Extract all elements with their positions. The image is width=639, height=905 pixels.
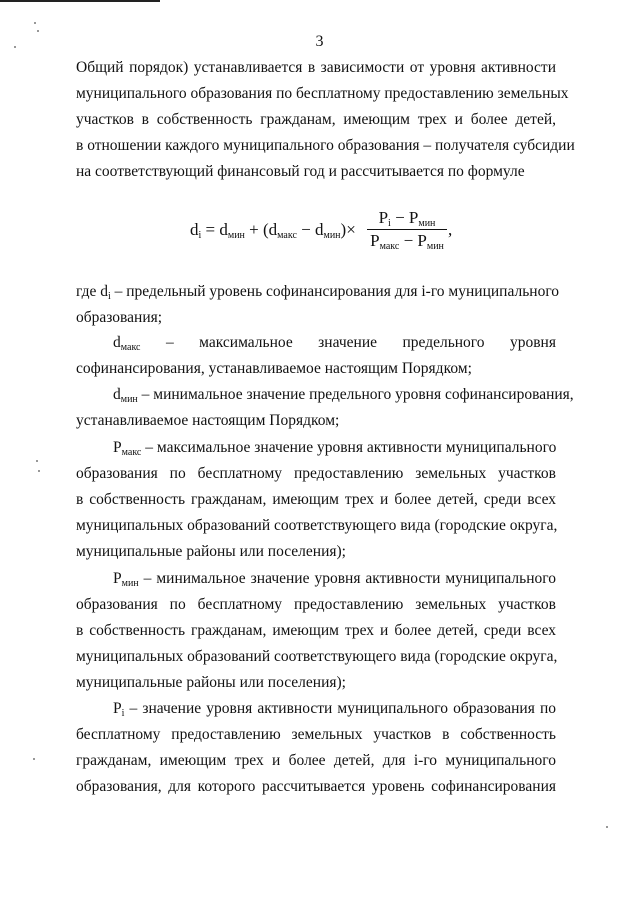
top-rule [0,0,160,2]
intro-line: участков в собственность гражданам, имеющим трех и более детей, [76,111,556,128]
definition-line: образования, для которого рассчитывается уровень софинансирования [76,778,556,795]
definition-line: $P_{мин}$ – минимальное значение уровня активности муниципального [113,570,556,589]
definition-line: бесплатному предоставлению земельных участков в собственность [76,726,556,743]
intro-line: на соответствующий финансовый год и рассчитывается по формуле [76,163,525,180]
scan-speck [36,460,38,462]
definition-line: $P_i$ – значение уровня активности муниципального образования по [113,700,556,719]
definition-line: где $d_i$ – предельный уровень софинансирования для i-го муниципального [76,283,560,302]
definition-line: муниципальных образований соответствующего вида (городские округа, [76,517,558,534]
intro-line: в отношении каждого муниципального образования – получателя субсидии [76,137,575,154]
scan-speck [34,22,36,24]
definition-line: в собственность гражданам, имеющим трех и более детей, среди всех [76,491,556,508]
definition-line: образования по бесплатному предоставлению земельных участков [76,465,556,482]
definition-line: образования по бесплатному предоставлению земельных участков [76,596,556,613]
definition-line: $d_{мин}$ – минимальное значение предельного уровня софинансирования, [113,386,574,405]
fraction-numerator: $P_i - P_{мин}$ [378,208,436,229]
definition-line: гражданам, имеющим трех и более детей, для i-го муниципального [76,752,556,769]
scan-speck [37,30,39,32]
definition-line: образования; [76,309,163,326]
fraction-denominator: $P_{макс} - P_{мин}$ [370,231,444,253]
definition-line: $P_{макс}$ – максимальное значение уровня активности муниципального [113,439,557,458]
formula-fraction [367,208,447,251]
scan-speck [38,470,40,472]
definition-line: муниципальные районы или поселения); [76,674,346,691]
page-number: 3 [315,33,324,50]
formula-comma: , [448,220,453,239]
fraction-bar [367,229,447,230]
definition-line: муниципальных образований соответствующего вида (городские округа, [76,648,558,665]
formula-lhs: $d_i = d_{мин} + (d_{макс} - d_{мин})\times$ [190,220,356,241]
definition-line: в собственность гражданам, имеющим трех и более детей, среди всех [76,622,556,639]
definition-line: устанавливаемое настоящим Порядком; [76,412,340,429]
intro-line: муниципального образования по бесплатному предоставлению земельных [76,85,569,102]
definition-line: $d_{макс}$ – максимальное значение предельного уровня [113,334,556,353]
definition-line: муниципальные районы или поселения); [76,543,346,560]
scan-speck [606,826,608,828]
intro-line: Общий порядок) устанавливается в зависимости от уровня активности [76,59,556,76]
definition-line: софинансирования, устанавливаемое настоящим Порядком; [76,360,472,377]
scan-speck [33,758,35,760]
